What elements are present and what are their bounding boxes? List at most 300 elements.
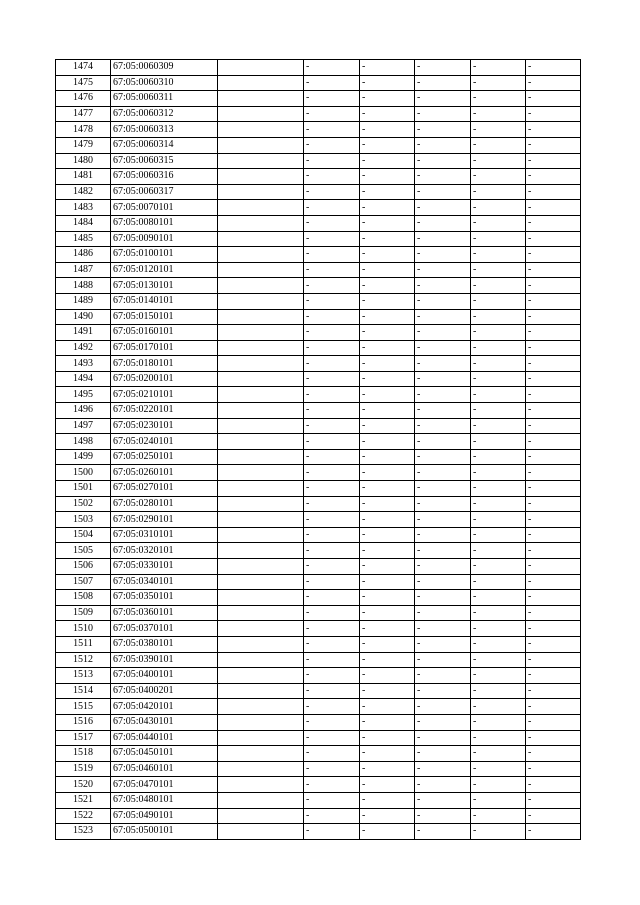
cadastral-code-cell: 67:05:0460101 xyxy=(111,761,218,777)
empty-cell xyxy=(218,75,304,91)
empty-cell xyxy=(218,621,304,637)
dash-cell: - xyxy=(360,559,415,575)
dash-cell: - xyxy=(304,60,360,76)
table-row xyxy=(56,527,581,543)
cadastral-code-cell: 67:05:0380101 xyxy=(111,636,218,652)
row-number-cell: 1488 xyxy=(56,278,111,294)
dash-cell: - xyxy=(360,262,415,278)
row-number-cell: 1476 xyxy=(56,91,111,107)
dash-cell: - xyxy=(360,153,415,169)
dash-cell: - xyxy=(415,543,471,559)
empty-cell xyxy=(218,527,304,543)
dash-cell: - xyxy=(360,122,415,138)
dash-cell: - xyxy=(526,730,581,746)
dash-cell: - xyxy=(526,481,581,497)
dash-cell: - xyxy=(526,746,581,762)
dash-cell: - xyxy=(304,340,360,356)
dash-cell: - xyxy=(360,714,415,730)
table-body xyxy=(56,60,581,840)
dash-cell: - xyxy=(415,387,471,403)
table-row xyxy=(56,465,581,481)
row-number-cell: 1515 xyxy=(56,699,111,715)
dash-cell: - xyxy=(304,418,360,434)
empty-cell xyxy=(218,512,304,528)
dash-cell: - xyxy=(304,574,360,590)
dash-cell: - xyxy=(360,668,415,684)
dash-cell: - xyxy=(471,106,526,122)
table-row xyxy=(56,91,581,107)
dash-cell: - xyxy=(360,215,415,231)
dash-cell: - xyxy=(526,325,581,341)
table-row xyxy=(56,574,581,590)
dash-cell: - xyxy=(415,247,471,263)
dash-cell: - xyxy=(526,75,581,91)
dash-cell: - xyxy=(415,325,471,341)
dash-cell: - xyxy=(415,465,471,481)
dash-cell: - xyxy=(526,215,581,231)
dash-cell: - xyxy=(360,434,415,450)
dash-cell: - xyxy=(526,293,581,309)
dash-cell: - xyxy=(471,824,526,840)
dash-cell: - xyxy=(471,792,526,808)
cadastral-code-cell: 67:05:0220101 xyxy=(111,403,218,419)
empty-cell xyxy=(218,153,304,169)
dash-cell: - xyxy=(415,792,471,808)
row-number-cell: 1479 xyxy=(56,137,111,153)
empty-cell xyxy=(218,699,304,715)
empty-cell xyxy=(218,340,304,356)
row-number-cell: 1475 xyxy=(56,75,111,91)
dash-cell: - xyxy=(471,184,526,200)
dash-cell: - xyxy=(471,699,526,715)
dash-cell: - xyxy=(304,605,360,621)
dash-cell: - xyxy=(304,465,360,481)
dash-cell: - xyxy=(304,309,360,325)
cadastral-code-cell: 67:05:0060311 xyxy=(111,91,218,107)
dash-cell: - xyxy=(360,371,415,387)
table-row xyxy=(56,668,581,684)
cadastral-code-cell: 67:05:0120101 xyxy=(111,262,218,278)
dash-cell: - xyxy=(415,340,471,356)
row-number-cell: 1500 xyxy=(56,465,111,481)
row-number-cell: 1516 xyxy=(56,714,111,730)
dash-cell: - xyxy=(360,278,415,294)
row-number-cell: 1517 xyxy=(56,730,111,746)
dash-cell: - xyxy=(471,746,526,762)
dash-cell: - xyxy=(415,434,471,450)
empty-cell xyxy=(218,543,304,559)
dash-cell: - xyxy=(304,325,360,341)
dash-cell: - xyxy=(526,169,581,185)
table-row xyxy=(56,356,581,372)
cadastral-code-cell: 67:05:0210101 xyxy=(111,387,218,403)
empty-cell xyxy=(218,387,304,403)
table-row xyxy=(56,434,581,450)
dash-cell: - xyxy=(360,91,415,107)
dash-cell: - xyxy=(526,91,581,107)
dash-cell: - xyxy=(415,605,471,621)
dash-cell: - xyxy=(415,636,471,652)
cadastral-code-cell: 67:05:0170101 xyxy=(111,340,218,356)
empty-cell xyxy=(218,730,304,746)
dash-cell: - xyxy=(415,590,471,606)
dash-cell: - xyxy=(471,309,526,325)
dash-cell: - xyxy=(304,559,360,575)
dash-cell: - xyxy=(360,403,415,419)
dash-cell: - xyxy=(526,824,581,840)
row-number-cell: 1477 xyxy=(56,106,111,122)
dash-cell: - xyxy=(526,231,581,247)
dash-cell: - xyxy=(526,449,581,465)
table-row xyxy=(56,293,581,309)
dash-cell: - xyxy=(360,340,415,356)
empty-cell xyxy=(218,559,304,575)
table-row xyxy=(56,449,581,465)
dash-cell: - xyxy=(304,683,360,699)
dash-cell: - xyxy=(526,605,581,621)
table-row xyxy=(56,278,581,294)
table-row xyxy=(56,636,581,652)
dash-cell: - xyxy=(471,200,526,216)
dash-cell: - xyxy=(360,730,415,746)
table-row xyxy=(56,418,581,434)
dash-cell: - xyxy=(471,418,526,434)
empty-cell xyxy=(218,169,304,185)
dash-cell: - xyxy=(471,371,526,387)
dash-cell: - xyxy=(360,777,415,793)
empty-cell xyxy=(218,106,304,122)
empty-cell xyxy=(218,371,304,387)
dash-cell: - xyxy=(304,262,360,278)
dash-cell: - xyxy=(526,668,581,684)
cadastral-code-cell: 67:05:0150101 xyxy=(111,309,218,325)
dash-cell: - xyxy=(415,652,471,668)
row-number-cell: 1505 xyxy=(56,543,111,559)
empty-cell xyxy=(218,418,304,434)
dash-cell: - xyxy=(360,808,415,824)
dash-cell: - xyxy=(304,668,360,684)
dash-cell: - xyxy=(526,590,581,606)
dash-cell: - xyxy=(471,683,526,699)
row-number-cell: 1514 xyxy=(56,683,111,699)
empty-cell xyxy=(218,824,304,840)
dash-cell: - xyxy=(526,465,581,481)
dash-cell: - xyxy=(360,106,415,122)
dash-cell: - xyxy=(526,527,581,543)
dash-cell: - xyxy=(360,247,415,263)
dash-cell: - xyxy=(471,434,526,450)
dash-cell: - xyxy=(360,356,415,372)
dash-cell: - xyxy=(471,340,526,356)
row-number-cell: 1519 xyxy=(56,761,111,777)
cadastral-code-cell: 67:05:0310101 xyxy=(111,527,218,543)
cadastral-code-cell: 67:05:0400201 xyxy=(111,683,218,699)
table-row xyxy=(56,621,581,637)
row-number-cell: 1491 xyxy=(56,325,111,341)
dash-cell: - xyxy=(415,699,471,715)
dash-cell: - xyxy=(526,792,581,808)
cadastral-code-cell: 67:05:0270101 xyxy=(111,481,218,497)
dash-cell: - xyxy=(526,559,581,575)
dash-cell: - xyxy=(360,605,415,621)
row-number-cell: 1495 xyxy=(56,387,111,403)
cadastral-code-cell: 67:05:0080101 xyxy=(111,215,218,231)
dash-cell: - xyxy=(304,106,360,122)
row-number-cell: 1496 xyxy=(56,403,111,419)
row-number-cell: 1493 xyxy=(56,356,111,372)
dash-cell: - xyxy=(526,699,581,715)
table-row xyxy=(56,824,581,840)
dash-cell: - xyxy=(471,590,526,606)
table-row xyxy=(56,699,581,715)
dash-cell: - xyxy=(304,137,360,153)
dash-cell: - xyxy=(415,777,471,793)
dash-cell: - xyxy=(360,621,415,637)
dash-cell: - xyxy=(471,808,526,824)
dash-cell: - xyxy=(526,60,581,76)
dash-cell: - xyxy=(415,668,471,684)
dash-cell: - xyxy=(415,746,471,762)
empty-cell xyxy=(218,761,304,777)
table-row xyxy=(56,231,581,247)
dash-cell: - xyxy=(304,449,360,465)
dash-cell: - xyxy=(360,465,415,481)
dash-cell: - xyxy=(471,621,526,637)
dash-cell: - xyxy=(304,153,360,169)
empty-cell xyxy=(218,777,304,793)
dash-cell: - xyxy=(471,636,526,652)
dash-cell: - xyxy=(415,714,471,730)
table-row xyxy=(56,746,581,762)
dash-cell: - xyxy=(360,137,415,153)
cadastral-code-cell: 67:05:0370101 xyxy=(111,621,218,637)
dash-cell: - xyxy=(360,418,415,434)
table-row xyxy=(56,403,581,419)
dash-cell: - xyxy=(304,75,360,91)
dash-cell: - xyxy=(360,636,415,652)
empty-cell xyxy=(218,434,304,450)
dash-cell: - xyxy=(526,340,581,356)
dash-cell: - xyxy=(415,683,471,699)
table-row xyxy=(56,652,581,668)
dash-cell: - xyxy=(360,309,415,325)
cadastral-code-cell: 67:05:0060309 xyxy=(111,60,218,76)
row-number-cell: 1513 xyxy=(56,668,111,684)
dash-cell: - xyxy=(471,403,526,419)
cadastral-code-cell: 67:05:0320101 xyxy=(111,543,218,559)
empty-cell xyxy=(218,403,304,419)
dash-cell: - xyxy=(526,184,581,200)
empty-cell xyxy=(218,449,304,465)
dash-cell: - xyxy=(415,60,471,76)
dash-cell: - xyxy=(304,403,360,419)
dash-cell: - xyxy=(415,106,471,122)
dash-cell: - xyxy=(304,527,360,543)
dash-cell: - xyxy=(304,231,360,247)
cadastral-code-cell: 67:05:0140101 xyxy=(111,293,218,309)
cadastral-code-cell: 67:05:0350101 xyxy=(111,590,218,606)
dash-cell: - xyxy=(471,75,526,91)
dash-cell: - xyxy=(471,293,526,309)
dash-cell: - xyxy=(304,621,360,637)
row-number-cell: 1498 xyxy=(56,434,111,450)
dash-cell: - xyxy=(415,122,471,138)
cadastral-code-cell: 67:05:0330101 xyxy=(111,559,218,575)
dash-cell: - xyxy=(360,543,415,559)
dash-cell: - xyxy=(415,75,471,91)
dash-cell: - xyxy=(360,200,415,216)
dash-cell: - xyxy=(471,231,526,247)
dash-cell: - xyxy=(415,418,471,434)
dash-cell: - xyxy=(471,496,526,512)
dash-cell: - xyxy=(304,636,360,652)
dash-cell: - xyxy=(526,714,581,730)
table-row xyxy=(56,106,581,122)
dash-cell: - xyxy=(360,184,415,200)
row-number-cell: 1512 xyxy=(56,652,111,668)
table-row xyxy=(56,340,581,356)
dash-cell: - xyxy=(415,184,471,200)
dash-cell: - xyxy=(526,278,581,294)
dash-cell: - xyxy=(360,527,415,543)
dash-cell: - xyxy=(304,215,360,231)
dash-cell: - xyxy=(304,91,360,107)
cadastral-code-cell: 67:05:0340101 xyxy=(111,574,218,590)
dash-cell: - xyxy=(360,75,415,91)
dash-cell: - xyxy=(471,605,526,621)
table-row xyxy=(56,122,581,138)
table-row xyxy=(56,543,581,559)
dash-cell: - xyxy=(526,387,581,403)
cadastral-code-cell: 67:05:0060315 xyxy=(111,153,218,169)
dash-cell: - xyxy=(360,481,415,497)
dash-cell: - xyxy=(304,730,360,746)
dash-cell: - xyxy=(304,371,360,387)
cadastral-code-cell: 67:05:0070101 xyxy=(111,200,218,216)
empty-cell xyxy=(218,465,304,481)
dash-cell: - xyxy=(360,325,415,341)
dash-cell: - xyxy=(304,356,360,372)
dash-cell: - xyxy=(415,262,471,278)
dash-cell: - xyxy=(471,169,526,185)
empty-cell xyxy=(218,262,304,278)
dash-cell: - xyxy=(360,512,415,528)
table-row xyxy=(56,559,581,575)
dash-cell: - xyxy=(304,652,360,668)
cadastral-code-cell: 67:05:0200101 xyxy=(111,371,218,387)
dash-cell: - xyxy=(526,621,581,637)
dash-cell: - xyxy=(471,559,526,575)
cadastral-code-cell: 67:05:0060313 xyxy=(111,122,218,138)
table-row xyxy=(56,247,581,263)
dash-cell: - xyxy=(360,169,415,185)
table-row xyxy=(56,75,581,91)
dash-cell: - xyxy=(415,215,471,231)
empty-cell xyxy=(218,590,304,606)
row-number-cell: 1510 xyxy=(56,621,111,637)
dash-cell: - xyxy=(360,824,415,840)
cadastral-code-cell: 67:05:0100101 xyxy=(111,247,218,263)
dash-cell: - xyxy=(526,808,581,824)
row-number-cell: 1478 xyxy=(56,122,111,138)
row-number-cell: 1523 xyxy=(56,824,111,840)
dash-cell: - xyxy=(526,543,581,559)
dash-cell: - xyxy=(360,387,415,403)
row-number-cell: 1504 xyxy=(56,527,111,543)
empty-cell xyxy=(218,60,304,76)
dash-cell: - xyxy=(526,262,581,278)
cadastral-code-cell: 67:05:0250101 xyxy=(111,449,218,465)
dash-cell: - xyxy=(526,434,581,450)
dash-cell: - xyxy=(415,449,471,465)
dash-cell: - xyxy=(304,434,360,450)
empty-cell xyxy=(218,247,304,263)
table-row xyxy=(56,683,581,699)
cadastral-code-cell: 67:05:0450101 xyxy=(111,746,218,762)
dash-cell: - xyxy=(415,231,471,247)
row-number-cell: 1520 xyxy=(56,777,111,793)
dash-cell: - xyxy=(304,200,360,216)
empty-cell xyxy=(218,215,304,231)
dash-cell: - xyxy=(304,512,360,528)
row-number-cell: 1492 xyxy=(56,340,111,356)
dash-cell: - xyxy=(471,465,526,481)
dash-cell: - xyxy=(304,387,360,403)
dash-cell: - xyxy=(415,527,471,543)
row-number-cell: 1486 xyxy=(56,247,111,263)
row-number-cell: 1511 xyxy=(56,636,111,652)
empty-cell xyxy=(218,356,304,372)
dash-cell: - xyxy=(304,590,360,606)
dash-cell: - xyxy=(471,668,526,684)
table-row xyxy=(56,137,581,153)
dash-cell: - xyxy=(304,247,360,263)
dash-cell: - xyxy=(526,309,581,325)
dash-cell: - xyxy=(526,356,581,372)
dash-cell: - xyxy=(471,91,526,107)
dash-cell: - xyxy=(471,262,526,278)
empty-cell xyxy=(218,792,304,808)
dash-cell: - xyxy=(471,574,526,590)
empty-cell xyxy=(218,481,304,497)
empty-cell xyxy=(218,91,304,107)
empty-cell xyxy=(218,652,304,668)
dash-cell: - xyxy=(415,153,471,169)
cadastral-code-cell: 67:05:0180101 xyxy=(111,356,218,372)
dash-cell: - xyxy=(471,122,526,138)
cadastral-code-cell: 67:05:0400101 xyxy=(111,668,218,684)
dash-cell: - xyxy=(415,808,471,824)
empty-cell xyxy=(218,496,304,512)
row-number-cell: 1494 xyxy=(56,371,111,387)
table-row xyxy=(56,169,581,185)
dash-cell: - xyxy=(471,278,526,294)
dash-cell: - xyxy=(471,325,526,341)
dash-cell: - xyxy=(526,122,581,138)
dash-cell: - xyxy=(471,153,526,169)
empty-cell xyxy=(218,574,304,590)
empty-cell xyxy=(218,808,304,824)
dash-cell: - xyxy=(304,169,360,185)
cadastral-code-cell: 67:05:0480101 xyxy=(111,792,218,808)
dash-cell: - xyxy=(360,574,415,590)
dash-cell: - xyxy=(526,137,581,153)
cadastral-code-cell: 67:05:0060317 xyxy=(111,184,218,200)
dash-cell: - xyxy=(526,403,581,419)
dash-cell: - xyxy=(360,699,415,715)
row-number-cell: 1499 xyxy=(56,449,111,465)
row-number-cell: 1506 xyxy=(56,559,111,575)
